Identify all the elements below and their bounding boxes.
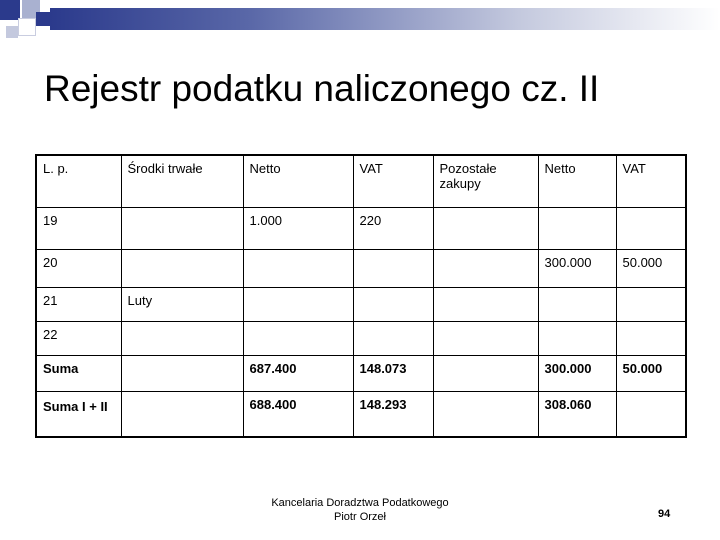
- table-cell: [616, 321, 686, 355]
- table-cell: Suma: [36, 355, 121, 391]
- table-cell: 300.000: [538, 249, 616, 287]
- table-cell: [538, 287, 616, 321]
- tax-register-table: [35, 154, 687, 438]
- footer-line-2: Piotr Orzeł: [334, 511, 386, 523]
- table-cell: [433, 249, 538, 287]
- table-row: [36, 207, 686, 249]
- table-row: [36, 249, 686, 287]
- table-cell: 21: [36, 287, 121, 321]
- table-cell: 50.000: [616, 355, 686, 391]
- table-cell: [243, 321, 353, 355]
- table-cell: Suma I + II: [36, 391, 121, 437]
- header-cell-fixed-assets: Środki trwałe: [121, 155, 243, 207]
- table-row: [36, 287, 686, 321]
- table-cell: 148.293: [353, 391, 433, 437]
- table-cell: [616, 391, 686, 437]
- table-cell: [616, 207, 686, 249]
- table-row-sum: [36, 355, 686, 391]
- table-cell: 300.000: [538, 355, 616, 391]
- table-cell: 148.073: [353, 355, 433, 391]
- footer: [230, 496, 490, 524]
- slide-title: Rejestr podatku naliczonego cz. II: [44, 68, 600, 109]
- header-cell-lp: L. p.: [36, 155, 121, 207]
- table-cell: [353, 321, 433, 355]
- table-cell: [121, 321, 243, 355]
- header-cell-vat-2: VAT: [616, 155, 686, 207]
- table-cell: 22: [36, 321, 121, 355]
- table-header-row: [36, 155, 686, 207]
- header-cell-net: Netto: [243, 155, 353, 207]
- table-cell: [121, 391, 243, 437]
- table-cell: 220: [353, 207, 433, 249]
- decoration-square: [0, 0, 20, 20]
- table-cell: 20: [36, 249, 121, 287]
- table-cell: [433, 391, 538, 437]
- table-cell: [243, 287, 353, 321]
- table-cell: [433, 287, 538, 321]
- header-cell-net-2: Netto: [538, 155, 616, 207]
- table-cell: [433, 207, 538, 249]
- table-cell: [616, 287, 686, 321]
- table-row: [36, 321, 686, 355]
- table-cell: [243, 249, 353, 287]
- footer-line-1: Kancelaria Doradztwa Podatkowego: [271, 497, 449, 509]
- decoration-square: [6, 26, 18, 38]
- table-cell: [121, 207, 243, 249]
- table-cell: [121, 249, 243, 287]
- page-number: 94: [658, 508, 671, 520]
- header-cell-other-purchases: Pozostałe zakupy: [433, 155, 538, 207]
- table-cell: 308.060: [538, 391, 616, 437]
- table-cell: [353, 249, 433, 287]
- table-cell: [538, 207, 616, 249]
- decoration-square: [36, 12, 50, 26]
- table-cell: 688.400: [243, 391, 353, 437]
- table-row-sum-total: [36, 391, 686, 437]
- table-cell: 19: [36, 207, 121, 249]
- decoration-square: [18, 18, 36, 36]
- table-cell: 1.000: [243, 207, 353, 249]
- table-cell: [353, 287, 433, 321]
- header-cell-vat: VAT: [353, 155, 433, 207]
- table-cell: [121, 355, 243, 391]
- table-cell: [433, 355, 538, 391]
- table-cell: 687.400: [243, 355, 353, 391]
- header-decoration-bar: [50, 8, 720, 30]
- table-cell: 50.000: [616, 249, 686, 287]
- table-cell: [538, 321, 616, 355]
- table-cell: Luty: [121, 287, 243, 321]
- table-cell: [433, 321, 538, 355]
